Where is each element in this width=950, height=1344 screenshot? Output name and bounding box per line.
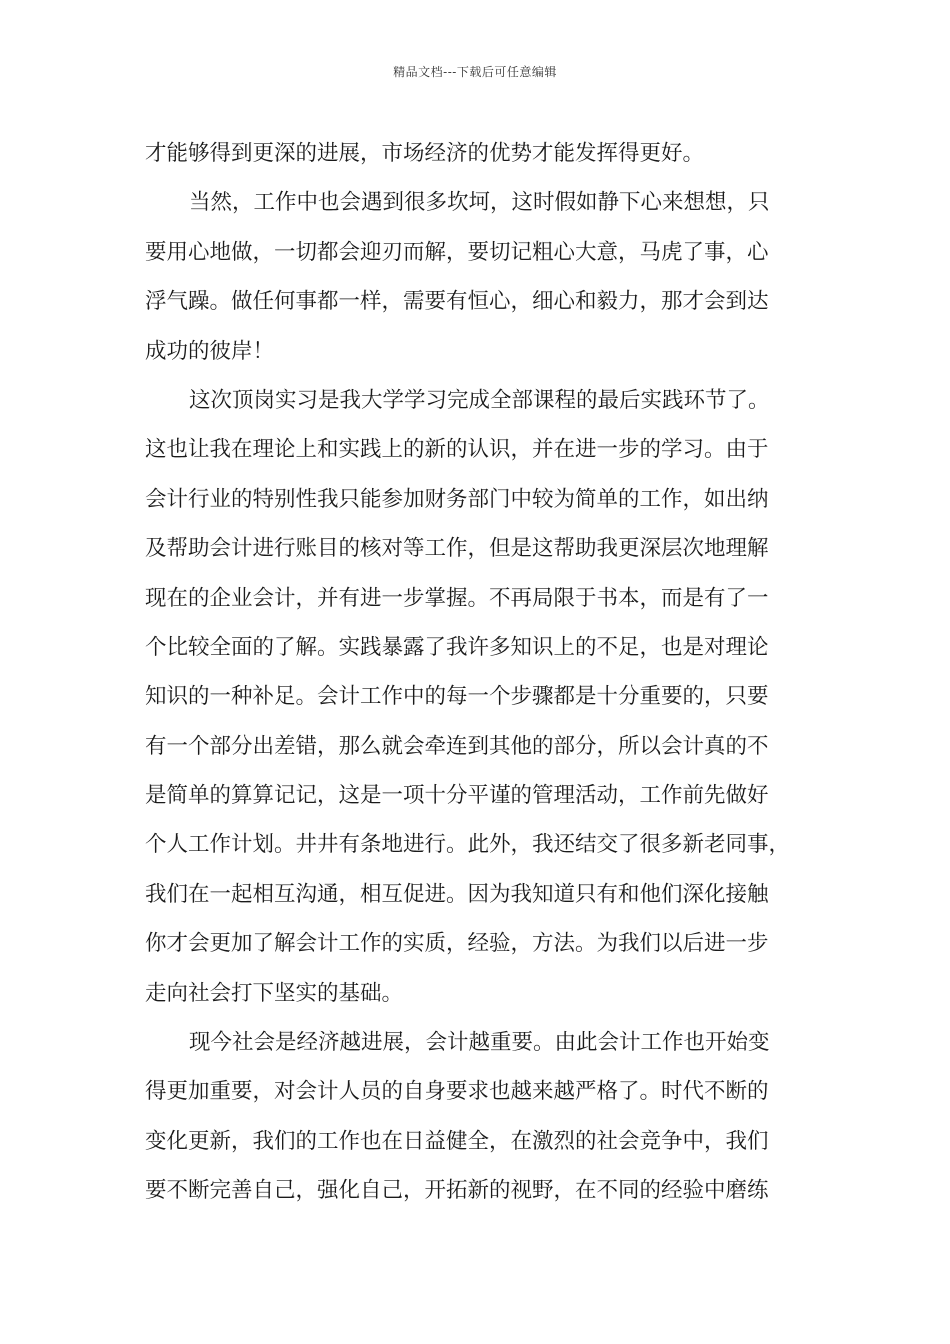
text-line: 会计行业的特别性我只能参加财务部门中较为简单的工作，如出纳 (145, 486, 769, 512)
body-text (145, 129, 807, 1216)
text-line: 才能够得到更深的进展，市场经济的优势才能发挥得更好。 (145, 141, 705, 166)
text-line: 成功的彼岸！ (145, 338, 275, 364)
text-line: 有一个部分出差错，那么就会牵连到其他的部分，所以会计真的不 (145, 733, 769, 759)
text-line: 现今社会是经济越进展，会计越重要。由此会计工作也开始变 (189, 1030, 770, 1056)
text-line: 是简单的算算记记，这是一项十分平谨的管理活动，工作前先做好 (145, 783, 769, 809)
page-header: 精品文档---下载后可任意编辑 (393, 65, 557, 79)
text-line: 个比较全面的了解。实践暴露了我许多知识上的不足，也是对理论 (145, 634, 769, 660)
text-line: 你才会更加了解会计工作的实质，经验，方法。为我们以后进一步 (145, 931, 769, 957)
text-line: 知识的一种补足。会计工作中的每一个步骤都是十分重要的，只要 (145, 684, 769, 710)
text-line: 变化更新，我们的工作也在日益健全，在激烈的社会竞争中，我们 (145, 1128, 769, 1154)
text-line: 浮气躁。做任何事都一样，需要有恒心，细心和毅力，那才会到达 (145, 289, 769, 315)
text-line: 当然，工作中也会遇到很多坎坷，这时假如静下心来想想，只 (189, 190, 770, 216)
text-line: 走向社会打下坚实的基础。 (145, 980, 404, 1006)
text-line: 这也让我在理论上和实践上的新的认识，并在进一步的学习。由于 (145, 437, 769, 463)
text-line: 现在的企业会计，并有进一步掌握。不再局限于书本，而是有了一 (145, 585, 769, 611)
text-line: 我们在一起相互沟通，相互促进。因为我知道只有和他们深化接触 (145, 881, 769, 907)
text-line: 要不断完善自己，强化自己，开拓新的视野，在不同的经验中磨练 (145, 1178, 769, 1204)
text-line: 个人工作计划。井井有条地进行。此外，我还结交了很多新老同事， (145, 832, 791, 858)
text-line: 及帮助会计进行账目的核对等工作，但是这帮助我更深层次地理解 (145, 536, 769, 562)
text-line: 得更加重要，对会计人员的自身要求也越来越严格了。时代不断的 (145, 1079, 769, 1105)
text-line: 这次顶岗实习是我大学学习完成全部课程的最后实践环节了。 (189, 387, 770, 413)
text-line: 要用心地做，一切都会迎刃而解，要切记粗心大意，马虎了事，心 (145, 239, 769, 265)
